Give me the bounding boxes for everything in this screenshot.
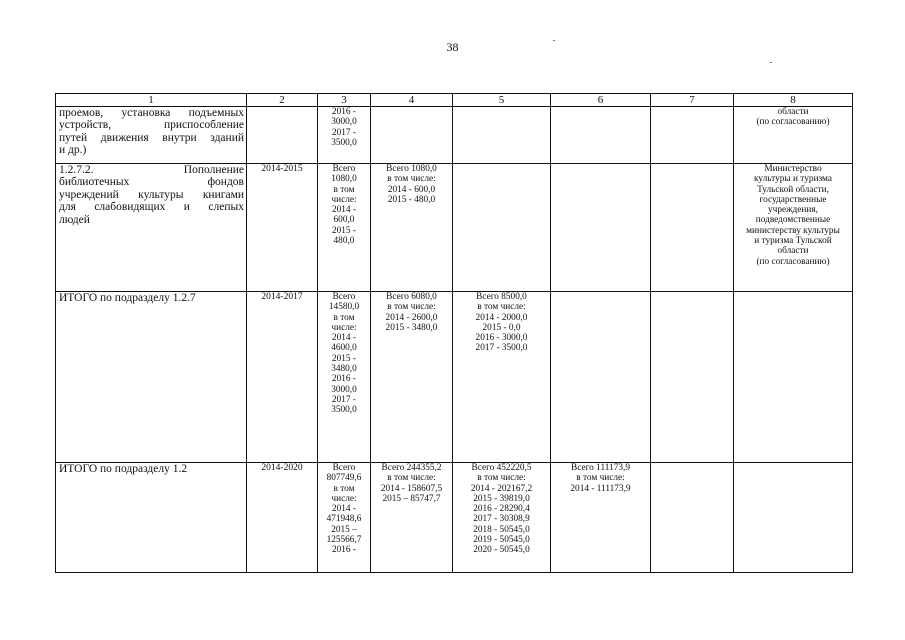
page-number: 38	[446, 40, 459, 54]
cell-line: 2014 - 202167,2	[470, 483, 533, 494]
cell-line: 2015 -	[331, 225, 356, 236]
cell-line: Всего 244355,2	[381, 463, 442, 473]
budget-table	[55, 93, 853, 573]
col4-cell	[371, 292, 453, 463]
cell-line: Всего 6080,0	[386, 292, 437, 302]
column-header: 8	[734, 94, 853, 107]
cell-line: 600,0	[333, 215, 355, 226]
cell-line: 3480,0	[331, 364, 357, 375]
cell-line: 3000,0	[331, 117, 357, 128]
cell-line: (по согласованию)	[756, 256, 830, 267]
col4-cell	[371, 463, 453, 573]
cell-line: Всего 452220,5	[471, 463, 532, 473]
column-header: 7	[651, 94, 734, 107]
col7-cell	[651, 292, 734, 463]
cell-line: 2015 -	[331, 353, 356, 364]
cell-line: области	[777, 246, 809, 257]
cell-line: 2015 - 3480,0	[385, 322, 438, 333]
column-header: 1	[56, 94, 247, 107]
description-cell	[56, 292, 247, 463]
cell-line: 125566,7	[326, 535, 362, 546]
cell-line: 2016 - 28290,4	[473, 504, 530, 515]
cell-line: 2017 - 30308,9	[473, 514, 530, 525]
period-cell: 2014-2017	[247, 292, 318, 463]
cell-line: 2016 - 3000,0	[475, 333, 528, 344]
header-row	[56, 94, 853, 107]
cell-line: в том	[333, 184, 355, 195]
scan-speck	[770, 62, 772, 63]
description-line: библиотечных фондов	[59, 176, 244, 189]
cell-line: в том	[333, 312, 355, 323]
col8-cell	[734, 164, 853, 292]
cell-line: 2014 - 600,0	[387, 184, 436, 195]
cell-line: числе:	[331, 322, 357, 333]
cell-line: 2018 - 50545,0	[473, 524, 530, 535]
cell-line: 2014 - 2000,0	[475, 312, 528, 323]
table-row	[56, 292, 853, 463]
col6-cell	[551, 463, 651, 573]
col6-cell	[551, 107, 651, 164]
col6-cell	[551, 292, 651, 463]
cell-line: и туризма Тульской	[754, 236, 832, 247]
col3-cell	[318, 164, 371, 292]
cell-line: 4600,0	[331, 343, 357, 354]
column-header: 3	[318, 94, 371, 107]
cell-line: 2014 - 158607,5	[380, 483, 443, 494]
cell-line: (по согласованию)	[756, 117, 830, 128]
cell-line: в том числе:	[477, 302, 526, 313]
column-header: 5	[453, 94, 551, 107]
col5-cell	[453, 292, 551, 463]
description-line: учреждений культуры книгами	[59, 188, 244, 201]
cell-line: 480,0	[333, 236, 355, 247]
cell-line: 2016 -	[331, 545, 356, 556]
cell-line: 471948,6	[326, 514, 362, 525]
col4-cell	[371, 164, 453, 292]
cell-line: в том	[333, 483, 355, 494]
cell-line: 2016 -	[331, 374, 356, 385]
scan-speck	[553, 40, 555, 41]
cell-line: культуры и туризма	[754, 174, 832, 185]
cell-line: Министерство	[764, 164, 822, 174]
table-row	[56, 463, 853, 573]
cell-line: в том числе:	[576, 473, 625, 484]
cell-line: подведомственные	[755, 215, 831, 226]
description-line: людей	[59, 213, 90, 226]
cell-line: области	[777, 107, 809, 117]
table-row	[56, 164, 853, 292]
description-line: для слабовидящих и слепых	[59, 201, 244, 214]
period-cell: 2014-2020	[247, 463, 318, 573]
cell-line: 3500,0	[331, 137, 357, 148]
col8-cell	[734, 292, 853, 463]
cell-line: 2014 -	[331, 333, 356, 344]
column-header: 4	[371, 94, 453, 107]
cell-line: 14580,0	[328, 302, 360, 313]
cell-line: государственные	[759, 194, 827, 205]
description-line: ИТОГО по подразделу 1.2	[59, 463, 188, 475]
table-row	[56, 107, 853, 164]
cell-line: 2017 -	[331, 127, 356, 138]
col8-cell	[734, 463, 853, 573]
col7-cell	[651, 164, 734, 292]
cell-line: Всего	[332, 463, 356, 473]
cell-line: 2016 -	[331, 107, 356, 117]
cell-line: 2015 –	[331, 524, 357, 535]
col3-cell	[318, 292, 371, 463]
description-line: 1.2.7.2. Пополнение	[59, 164, 244, 176]
col6-cell	[551, 164, 651, 292]
description-cell	[56, 463, 247, 573]
cell-line: числе:	[331, 493, 357, 504]
column-header: 2	[247, 94, 318, 107]
cell-line: Всего	[332, 292, 356, 302]
col5-cell	[453, 164, 551, 292]
cell-line: 2020 - 50545,0	[473, 545, 530, 556]
col3-cell	[318, 107, 371, 164]
cell-line: Всего 111173,9	[571, 463, 630, 473]
cell-line: в том числе:	[387, 473, 436, 484]
cell-line: 2014 -	[331, 205, 356, 216]
period-cell	[247, 107, 318, 164]
cell-line: 2014 - 2600,0	[385, 312, 438, 323]
cell-line: 2014 - 111173,9	[570, 483, 631, 494]
cell-line: в том числе:	[387, 174, 436, 185]
cell-line: в том числе:	[477, 473, 526, 484]
cell-line: Тульской области,	[757, 184, 829, 195]
cell-line: 2017 -	[331, 394, 356, 405]
cell-line: 2019 - 50545,0	[473, 535, 530, 546]
cell-line: в том числе:	[387, 302, 436, 313]
cell-line: 2015 - 0,0	[482, 322, 521, 333]
cell-line: Всего 8500,0	[476, 292, 527, 302]
description-line: ИТОГО по подразделу 1.2.7	[59, 292, 196, 304]
cell-line: министерству культуры	[746, 225, 840, 236]
description-line: и др.)	[59, 144, 87, 157]
cell-line: 2015 – 85747,7	[382, 493, 441, 504]
column-header: 6	[551, 94, 651, 107]
description-cell	[56, 107, 247, 164]
cell-line: числе:	[331, 194, 357, 205]
col7-cell	[651, 463, 734, 573]
col5-cell	[453, 107, 551, 164]
cell-line: 807749,6	[326, 473, 362, 484]
cell-line: 1080,0	[331, 174, 357, 185]
cell-line: 2015 - 39819,0	[473, 493, 530, 504]
col5-cell	[453, 463, 551, 573]
col7-cell	[651, 107, 734, 164]
col3-cell	[318, 463, 371, 573]
description-line: путей движения внутри зданий	[59, 131, 244, 144]
col4-cell	[371, 107, 453, 164]
description-line: устройств, приспособление	[59, 119, 244, 132]
period-cell: 2014-2015	[247, 164, 318, 292]
cell-line: 2015 - 480,0	[387, 194, 436, 205]
cell-line: Всего 1080,0	[386, 164, 437, 174]
description-line: проемов, установка подъемных	[59, 107, 244, 119]
description-cell	[56, 164, 247, 292]
cell-line: 2017 - 3500,0	[475, 343, 528, 354]
cell-line: 3000,0	[331, 384, 357, 395]
cell-line: 3500,0	[331, 405, 357, 416]
cell-line: 2014 -	[331, 504, 356, 515]
cell-line: Всего	[332, 164, 356, 174]
col8-cell	[734, 107, 853, 164]
cell-line: учреждения,	[768, 205, 818, 216]
